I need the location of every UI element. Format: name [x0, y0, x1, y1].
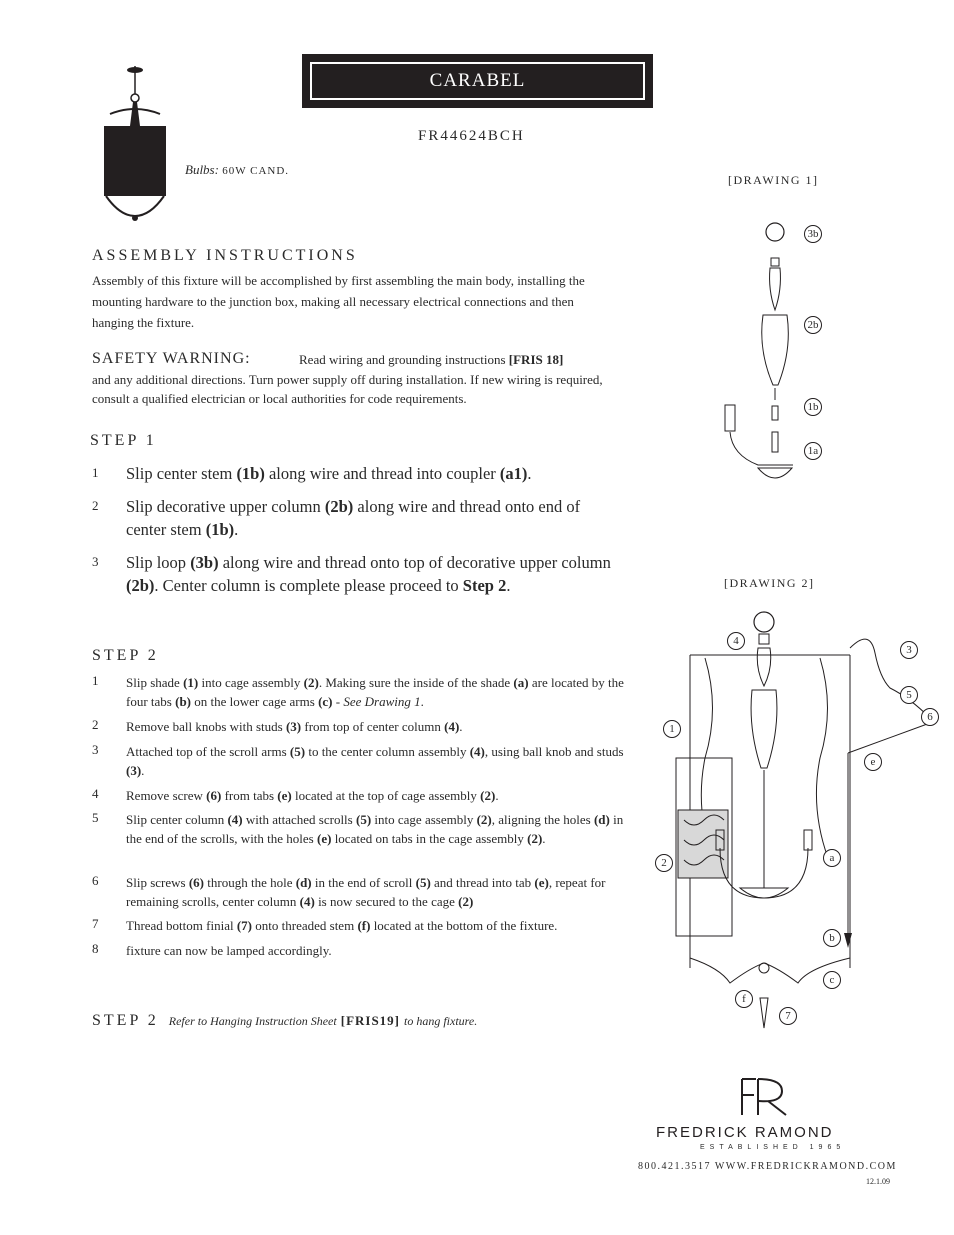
step-text: Attached top of the scroll arms (5) to the center column assembly (4), using ball knob and studs (3). [126, 744, 624, 778]
callout-c: c [823, 971, 841, 989]
assembly-heading: ASSEMBLY INSTRUCTIONS [92, 247, 358, 264]
callout-b: b [823, 929, 841, 947]
model-number: FR44624BCH [418, 128, 525, 144]
drawing-1-label: [DRAWING 1] [728, 173, 819, 187]
step-text: fixture can now be lamped accordingly. [126, 943, 332, 958]
callout-2b: 2b [804, 316, 822, 334]
callout-3b: 3b [804, 225, 822, 243]
step2-heading: STEP 2 [92, 647, 159, 664]
step-text: Slip shade (1) into cage assembly (2). Making sure the inside of the shade (a) are located by the four tabs (b) on the lower cage arms (c) - See Drawing 1. [126, 675, 624, 709]
step-number: 1 [92, 465, 99, 480]
callout-6: 6 [921, 708, 939, 726]
callout-2: 2 [655, 854, 673, 872]
step-number: 3 [92, 554, 99, 569]
step-number: 2 [92, 498, 99, 513]
callout-4: 4 [727, 632, 745, 650]
safety-line1: Read wiring and grounding instructions [FRIS 18] [299, 352, 564, 367]
step-number: 5 [92, 810, 99, 825]
drawing-2-label: [DRAWING 2] [724, 576, 815, 590]
step-number: 4 [92, 786, 99, 801]
title-banner [302, 54, 653, 108]
callout-3: 3 [900, 641, 918, 659]
revision-date: 12.1.09 [866, 1177, 890, 1186]
brand-name: FREDRICK RAMOND [656, 1124, 834, 1141]
product-title: CARABEL [310, 62, 645, 100]
callout-5: 5 [900, 686, 918, 704]
bulbs-spec: Bulbs: 60W CAND. [185, 162, 290, 177]
established: ESTABLISHED 1965 [700, 1144, 846, 1151]
step-number: 2 [92, 717, 99, 732]
callout-1: 1 [663, 720, 681, 738]
callout-1b: 1b [804, 398, 822, 416]
step-text: Remove screw (6) from tabs (e) located at the top of cage assembly (2). [126, 788, 499, 803]
step-text: Slip loop (3b) along wire and thread onto top of decorative upper column (2b). Center column is complete please proceed to Step 2. [126, 553, 611, 595]
callout-f: f [735, 990, 753, 1008]
step1-heading: STEP 1 [90, 432, 157, 449]
step-number: 8 [92, 941, 99, 956]
callout-7: 7 [779, 1007, 797, 1025]
safety-text: and any additional directions. Turn power supply off during installation. If new wiring is required, consult a qualified electrician or local authorities for code requirements. [92, 372, 603, 406]
assembly-text: Assembly of this fixture will be accomplished by first assembling the main body, installing the mounting hardware to the junction box, making all necessary electrical connections and then hanging the fixture. [92, 273, 585, 330]
step-text: Thread bottom finial (7) onto threaded stem (f) located at the bottom of the fixture. [126, 918, 558, 933]
callout-1a: 1a [804, 442, 822, 460]
step-number: 3 [92, 742, 99, 757]
contact-info: 800.421.3517 WWW.FREDRICKRAMOND.COM [638, 1161, 897, 1172]
step-text: Slip screws (6) through the hole (d) in the end of scroll (5) and thread into tab (e), repeat for remaining scrolls, center column (4) is now secured to the cage (2) [126, 875, 606, 909]
drawing-2 [660, 608, 942, 1033]
safety-heading: SAFETY WARNING: [92, 350, 251, 367]
product-illustration [100, 66, 170, 226]
callout-e: e [864, 753, 882, 771]
step-number: 6 [92, 873, 99, 888]
step-text: Slip center stem (1b) along wire and thread into coupler (a1). [126, 464, 532, 483]
step-text: Slip decorative upper column (2b) along wire and thread onto end of center stem (1b). [126, 497, 581, 539]
step-text: Remove ball knobs with studs (3) from top of center column (4). [126, 719, 463, 734]
step2-hanging: STEP 2 Refer to Hanging Instruction Sheet [FRIS19] to hang fixture. [92, 1012, 478, 1029]
step-number: 7 [92, 916, 99, 931]
step-number: 1 [92, 673, 99, 688]
step-text: Slip center column (4) with attached scrolls (5) into cage assembly (2), aligning the holes (d) in the end of the scrolls, with the holes (e) located on tabs in the cage assembly (2). [126, 812, 624, 846]
callout-a: a [823, 849, 841, 867]
brand-monogram [738, 1077, 790, 1117]
